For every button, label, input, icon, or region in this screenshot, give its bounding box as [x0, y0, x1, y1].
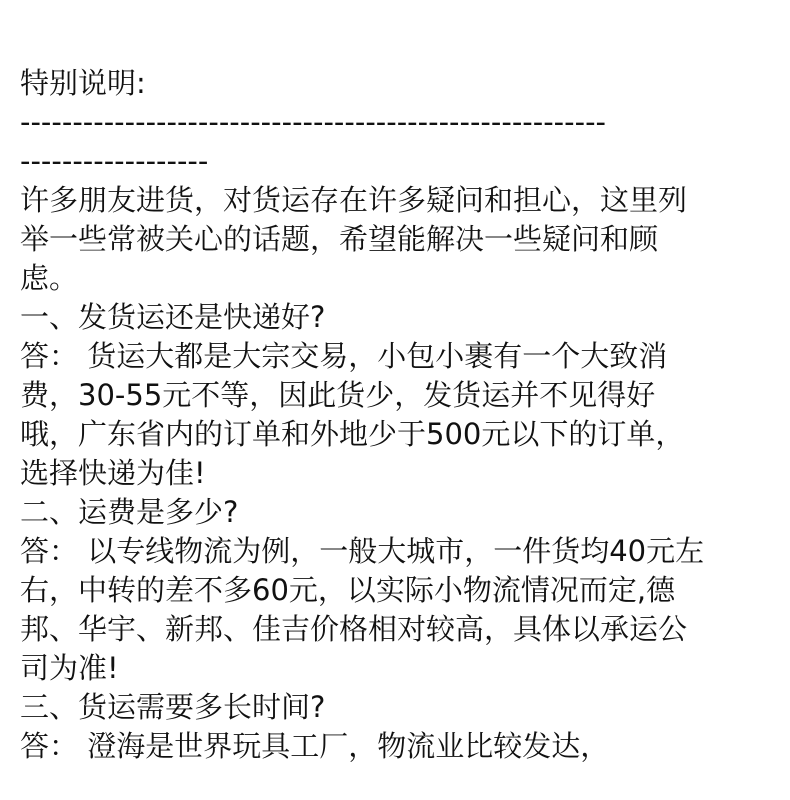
question-heading: 三、货运需要多长时间? [20, 690, 326, 724]
answer-line: 答： 货运大都是大宗交易，小包小裹有一个大致消 [20, 339, 668, 373]
answer-line: 费，30-55元不等，因此货少，发货运并不见得好 [20, 378, 656, 412]
answer-line: 选择快递为佳! [20, 456, 206, 490]
answer-line: 邦、华宇、新邦、佳吉价格相对较高，具体以承运公 [20, 612, 688, 646]
separator-line: -------------------------------------------------------- [20, 105, 607, 139]
answer-line: 司为准! [20, 651, 119, 685]
text-line: 虑。 [20, 261, 79, 295]
text-line: 许多朋友进货，对货运存在许多疑问和担心，这里列 [20, 183, 688, 217]
answer-line: 答： 澄海是世界玩具工厂，物流业比较发达， [20, 729, 610, 763]
separator-line: ------------------ [20, 144, 209, 178]
question-heading: 二、运费是多少? [20, 495, 239, 529]
answer-line: 哦，广东省内的订单和外地少于500元以下的订单， [20, 417, 685, 451]
answer-line: 答： 以专线物流为例，一般大城市，一件货均40元左 [20, 534, 705, 568]
text-line: 举一些常被关心的话题，希望能解决一些疑问和顾 [20, 222, 659, 256]
answer-line: 右，中转的差不多60元，以实际小物流情况而定,德 [20, 573, 676, 607]
document-heading: 特别说明: [20, 66, 146, 100]
question-heading: 一、发货运还是快递好? [20, 300, 326, 334]
document-body [20, 64, 780, 766]
